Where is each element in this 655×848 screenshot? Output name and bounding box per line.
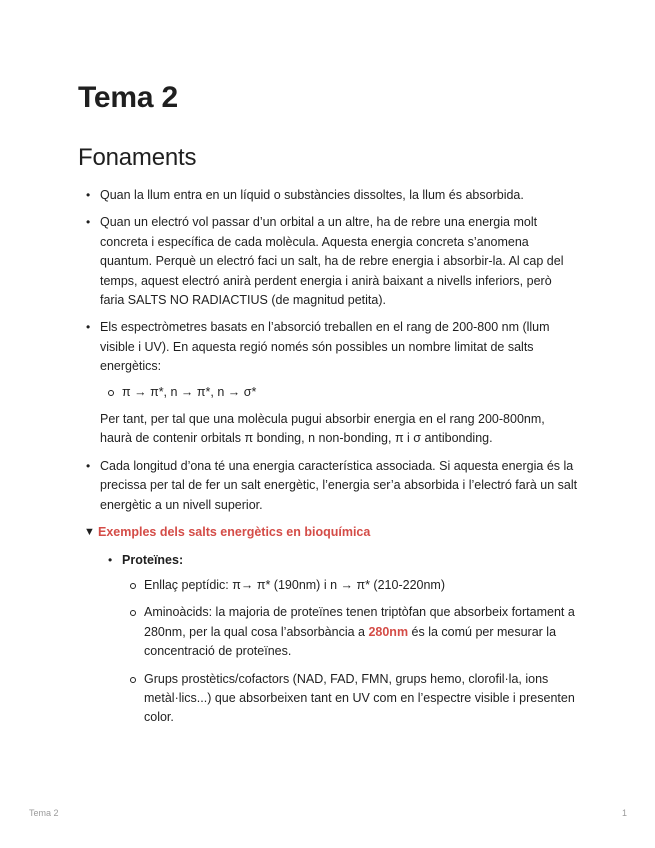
list-item — [122, 576, 578, 595]
section-heading: Fonaments — [78, 144, 197, 171]
toggle-title[interactable]: Exemples dels salts energètics en bioquímica — [98, 525, 371, 540]
page-title: Tema 2 — [78, 81, 178, 114]
list-item — [122, 603, 578, 661]
bullet-icon: • — [86, 458, 91, 473]
footer-page-number: 1 — [621, 808, 627, 818]
proteins-list — [101, 551, 578, 728]
document-page — [78, 78, 578, 736]
bullet-text: Quan la llum entra en un líquid o substàncies dissoltes, la llum és absorbida. — [100, 188, 524, 202]
highlight-280nm: 280nm — [368, 624, 409, 639]
bullet-icon: • — [86, 188, 91, 202]
bullet-list — [78, 186, 578, 515]
circle-bullet-icon — [130, 583, 136, 589]
bullet-text: Quan un electró vol passar d’un orbital a un altre, ha de rebre una energia molt concreta i específica de cada molècula. Aquesta energia concreta s’anomena quantum. Perquè un electró faci un salt, ha de rebre energia i absorbir-la. Al cap del temps, aquest electró anirà perdent energia i anirà baixant a nivells inferiors, però faria SALTS NO RADIACTIUS (de magnitud petita). — [100, 215, 564, 308]
proteins-item — [101, 551, 578, 728]
transitions-text: π → π*, n → π*, n → σ* — [122, 384, 257, 399]
list-item — [78, 457, 578, 515]
amino-text-end: és la comú per mesurar la concentració de proteïnes. — [144, 624, 557, 659]
toggle-arrow-icon[interactable]: ▼ — [84, 526, 95, 539]
circle-bullet-icon — [130, 677, 136, 683]
list-item — [78, 318, 578, 448]
footer-doc-title: Tema 2 — [29, 808, 59, 818]
bullet-icon: • — [108, 552, 113, 567]
bullet-icon: • — [86, 215, 91, 230]
bullet-paragraph: Per tant, per tal que una molècula pugui absorbir energia en el rang 200-800nm, haurà de contenir orbitals π bonding, n non-bonding, π i σ antibonding. — [100, 412, 545, 446]
toggle-body — [98, 551, 578, 728]
bullet-text: Cada longitud d’ona té una energia característica associada. Si aquesta energia és la precissa per tal de fer un salt energètic, l’energia ser’a absorbida i l’electró farà un salt energètic a un nivell superior. — [100, 458, 578, 512]
list-item — [78, 213, 578, 310]
bullet-text: Els espectròmetres basats en l’absorció treballen en el rang de 200-800 nm (llum visible i UV). En aquesta regió només són possibles un nombre limitat de salts energètics: — [100, 320, 550, 374]
amino-text: Aminoàcids: la majoria de proteïnes tenen triptòfan que absorbeix fortament a 280nm, per la qual cosa l’absorbància a — [144, 605, 575, 639]
proteins-label: Proteïnes: — [122, 552, 184, 567]
toggle-block — [78, 523, 578, 728]
circle-bullet-icon — [130, 610, 136, 616]
peptide-text: Enllaç peptídic: π→ π* (190nm) i n → π* (210-220nm) — [144, 577, 445, 592]
transitions-list — [100, 383, 578, 402]
groups-text: Grups prostètics/cofactors (NAD, FAD, FMN, grups hemo, clorofil·la, ions metàl·lics...) que absorbeixen tant en UV com en l’espectre visible i presenten color. — [144, 671, 575, 725]
list-item — [78, 186, 578, 205]
list-item — [122, 670, 578, 728]
circle-bullet-icon — [108, 390, 114, 396]
proteins-sublist — [122, 576, 578, 728]
bullet-icon: • — [86, 320, 91, 335]
transitions-item — [100, 383, 578, 402]
